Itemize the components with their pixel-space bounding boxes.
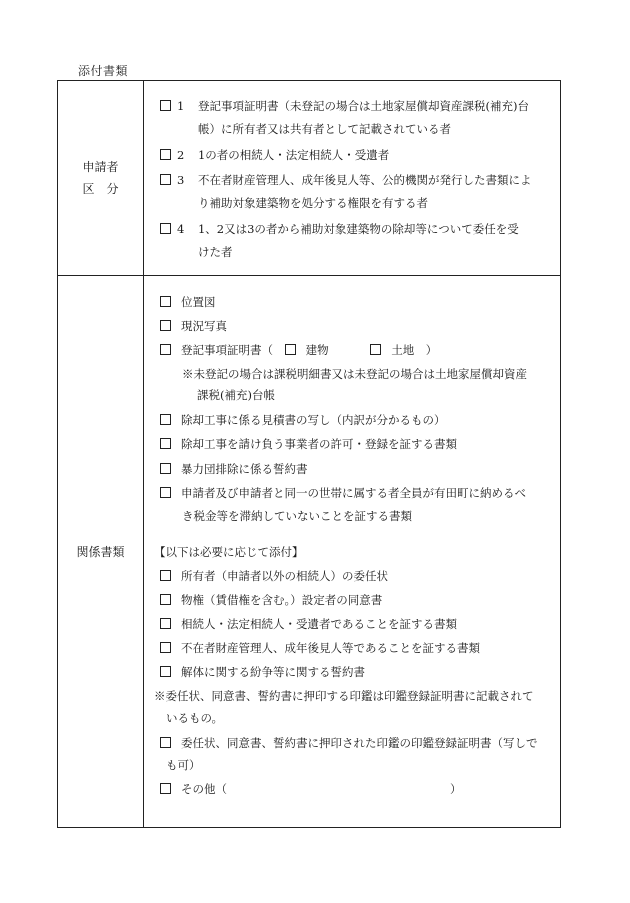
checkbox-icon[interactable]: [160, 666, 171, 677]
seal-note: ※委任状、同意書、誓約書に押印する印鑑は印鑑登録証明書に記載されて: [154, 689, 534, 703]
checkbox-icon[interactable]: [160, 618, 171, 629]
checkbox-icon[interactable]: [160, 438, 171, 449]
other-closing-paren: ）: [450, 782, 462, 796]
checkbox-icon[interactable]: [160, 570, 171, 581]
related-documents-label: [58, 276, 144, 828]
option-text: 登記事項証明書（未登記の場合は土地家屋償却資産課税(補充)台: [197, 99, 529, 113]
optional-attachments-heading: 【以下は必要に応じて添付】: [154, 545, 304, 559]
applicant-label-line2: 区 分: [82, 182, 119, 196]
related-documents-label-text: 関係書類: [76, 545, 125, 559]
doc-tax-clearance[interactable]: 申請者及び申請者と同一の世帯に属する者全員が有田町に納めるべ: [160, 485, 526, 501]
applicant-category-row: [58, 81, 560, 276]
related-documents-list: [144, 276, 560, 828]
applicant-option-3[interactable]: [160, 172, 531, 188]
checkbox-icon[interactable]: [160, 783, 171, 794]
option-number: 3: [177, 173, 185, 187]
checkbox-icon[interactable]: [160, 737, 171, 748]
option-number: 4: [177, 222, 185, 236]
applicant-option-3-continued: り補助対象建築物を処分する権限を有する者: [198, 196, 428, 210]
applicant-option-4[interactable]: [160, 221, 519, 237]
attachments-form-table: [57, 80, 561, 828]
option-number: 2: [177, 148, 185, 162]
checkbox-icon[interactable]: [160, 296, 171, 307]
doc-site-photos[interactable]: 現況写真: [160, 318, 227, 334]
doc-heir-proof[interactable]: 相続人・法定相続人・受遺者であることを証する書類: [160, 616, 457, 632]
checkbox-icon[interactable]: [285, 344, 296, 355]
doc-rights-holder-consent[interactable]: 物権（賃借権を含む。）設定者の同意書: [160, 592, 382, 608]
checkbox-icon[interactable]: [160, 414, 171, 425]
checkbox-icon[interactable]: [160, 320, 171, 331]
checkbox-icon[interactable]: [160, 642, 171, 653]
checkbox-icon[interactable]: [370, 344, 381, 355]
other-label: その他（: [181, 782, 227, 796]
checkbox-icon[interactable]: [160, 223, 171, 234]
doc-registry-certificate[interactable]: 登記事項証明書（ 建物 土地 ）: [160, 342, 437, 358]
applicant-option-2[interactable]: [160, 147, 389, 163]
applicant-option-4-continued: けた者: [198, 245, 233, 259]
doc-contractor-license[interactable]: 除却工事を請け負う事業者の許可・登録を証する書類: [160, 436, 457, 452]
doc-registry-note: ※未登記の場合は課税明細書又は未登記の場合は土地家屋償却資産: [182, 367, 527, 381]
doc-dispute-pledge[interactable]: 解体に関する紛争等に関する誓約書: [160, 664, 365, 680]
doc-location-map[interactable]: 位置図: [160, 294, 216, 310]
doc-seal-registration-certificate[interactable]: 委任状、同意書、誓約書に押印された印鑑の印鑑登録証明書（写しで: [160, 735, 538, 751]
option-text: 1の者の相続人・法定相続人・受遺者: [197, 148, 390, 162]
checkbox-icon[interactable]: [160, 487, 171, 498]
applicant-category-options: [144, 81, 560, 275]
attachments-heading: 添付書類: [78, 64, 129, 78]
doc-anti-gang-pledge[interactable]: 暴力団排除に係る誓約書: [160, 461, 308, 477]
option-text: 1、2又は3の者から補助対象建築物の除却等について委任を受: [197, 222, 519, 236]
applicant-category-label: [58, 81, 144, 275]
doc-registry-note-continued: 課税(補充)台帳: [197, 388, 275, 402]
related-documents-row: [58, 276, 560, 828]
applicant-label-line1: 申請者: [82, 160, 119, 174]
doc-seal-registration-continued: も可）: [166, 758, 201, 772]
checkbox-icon[interactable]: [160, 594, 171, 605]
applicant-option-1[interactable]: [160, 98, 529, 114]
applicant-option-1-continued: 帳）に所有者又は共有者として記載されている者: [198, 122, 451, 136]
checkbox-icon[interactable]: [160, 149, 171, 160]
doc-owner-power-of-attorney[interactable]: 所有者（申請者以外の相続人）の委任状: [160, 568, 388, 584]
registry-building-option: 建物: [305, 343, 329, 357]
doc-guardian-proof[interactable]: 不在者財産管理人、成年後見人等であることを証する書類: [160, 640, 480, 656]
checkbox-icon[interactable]: [160, 344, 171, 355]
checkbox-icon[interactable]: [160, 100, 171, 111]
doc-estimate-copy[interactable]: 除却工事に係る見積書の写し（内訳が分かるもの）: [160, 412, 446, 428]
option-text: 不在者財産管理人、成年後見人等、公的機関が発行した書類によ: [197, 173, 532, 187]
checkbox-icon[interactable]: [160, 463, 171, 474]
checkbox-icon[interactable]: [160, 174, 171, 185]
seal-note-continued: いるもの。: [166, 711, 224, 725]
option-number: 1: [177, 99, 185, 113]
registry-land-option: 土地 ）: [391, 343, 438, 357]
doc-tax-clearance-continued: き税金等を滞納していないことを証する書類: [182, 509, 412, 523]
doc-other[interactable]: [160, 781, 227, 797]
